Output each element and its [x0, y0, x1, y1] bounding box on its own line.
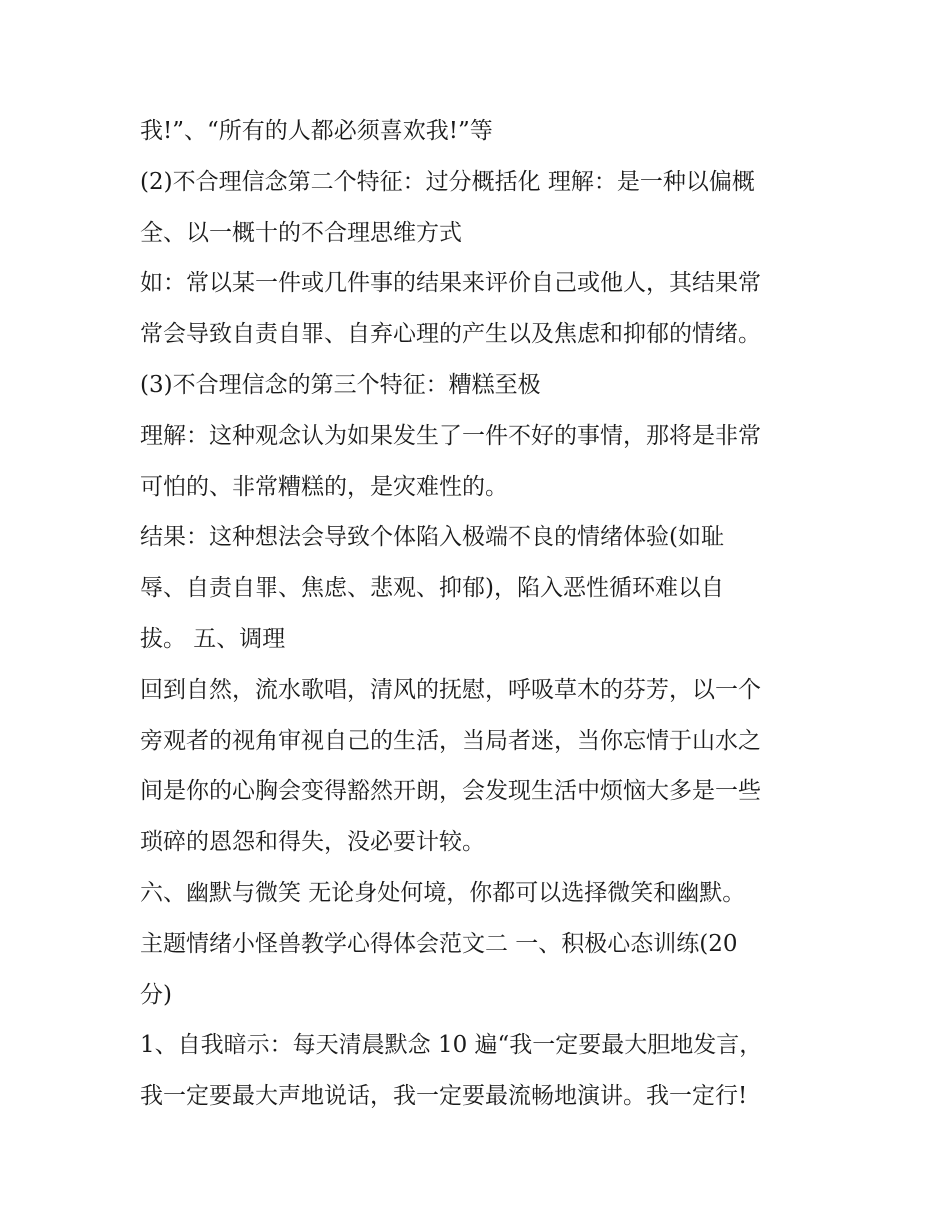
- text-line: 理解：这种观念认为如果发生了一件不好的事情，那将是非常: [140, 422, 761, 449]
- text-line: 全、以一概十的不合理思维方式: [140, 219, 462, 246]
- text-line: 结果：这种想法会导致个体陷入极端不良的情绪体验(如耻: [140, 524, 724, 551]
- text-line: 拔。 五、调理: [140, 625, 286, 652]
- text-line: (3)不合理信念的第三个特征：糟糕至极: [140, 371, 541, 398]
- document-body: [140, 106, 830, 1122]
- text-line: 如：常以某一件或几件事的结果来评价自己或他人，其结果常: [140, 270, 761, 297]
- text-line: 我!”、“所有的人都必须喜欢我!”等: [140, 118, 493, 144]
- text-line: 回到自然，流水歌唱，清风的抚慰，呼吸草木的芬芳，以一个: [140, 676, 761, 703]
- text-line: (2)不合理信念第二个特征：过分概括化 理解：是一种以偏概: [140, 168, 755, 195]
- text-line: 主题情绪小怪兽教学心得体会范文二 一、积极心态训练(20: [140, 930, 738, 957]
- text-line: 旁观者的视角审视自己的生活，当局者迷，当你忘情于山水之: [140, 727, 761, 754]
- text-line: 六、幽默与微笑 无论身处何境，你都可以选择微笑和幽默。: [140, 879, 746, 906]
- text-line: 可怕的、非常糟糕的，是灾难性的。: [140, 473, 508, 500]
- text-line: 常会导致自责自罪、自弃心理的产生以及焦虑和抑郁的情绪。: [140, 321, 761, 348]
- text-line: 分): [140, 981, 172, 1008]
- text-line: 间是你的心胸会变得豁然开朗，会发现生活中烦恼大多是一些: [140, 778, 761, 805]
- text-line: 我一定要最大声地说话，我一定要最流畅地演讲。我一定行!: [140, 1083, 748, 1110]
- text-line: 1、自我暗示：每天清晨默念 10 遍“我一定要最大胆地发言，: [140, 1032, 763, 1059]
- text-line: 辱、自责自罪、焦虑、悲观、抑郁)，陷入恶性循环难以自: [140, 575, 724, 602]
- text-line: 琐碎的恩怨和得失，没必要计较。: [140, 829, 485, 856]
